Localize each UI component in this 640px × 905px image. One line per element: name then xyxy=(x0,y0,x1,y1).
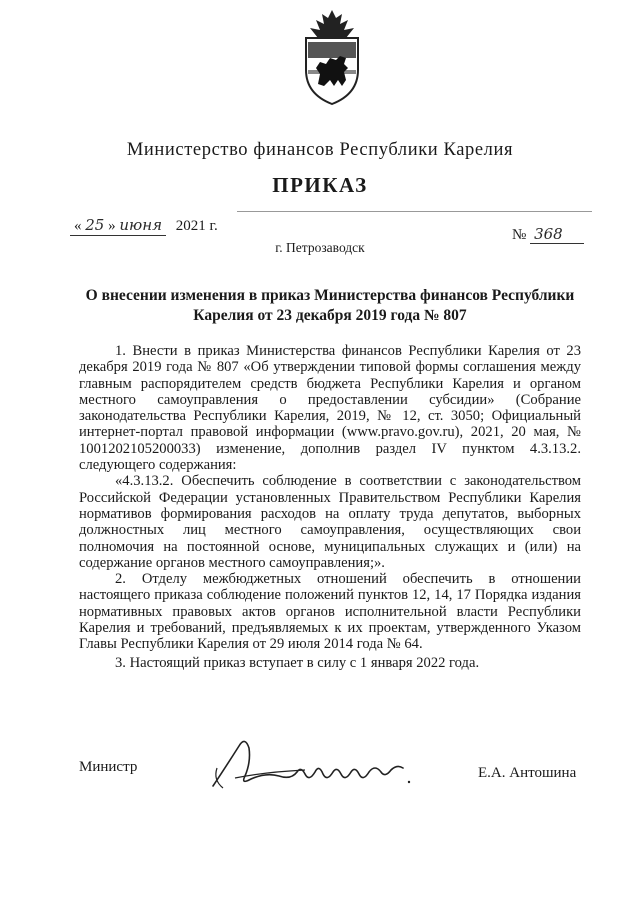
signatory-name: Е.А. Антошина xyxy=(478,765,577,781)
dateline-rule xyxy=(237,211,592,212)
karelia-coat-of-arms-icon xyxy=(296,8,368,108)
date-day-field: « 25 » июня xyxy=(70,216,166,236)
paragraph-2: 2. Отделу межбюджетных отношений обеспечить в отношении настоящего приказа соблюдение положений пунктов 12, 14, 17 Порядка издания нормативных правовых актов органов исполнительной власти Республики Карелия и требований, предъявляемых к их проектам, утвержденного Указом Главы Республики Карелия от 29 июля 2014 года № 64. xyxy=(79,571,581,653)
order-date xyxy=(70,216,218,236)
number-label: № xyxy=(512,227,527,243)
signatory-role: Министр xyxy=(79,759,138,775)
number-handwritten: 368 xyxy=(530,225,584,244)
city-line: г. Петрозаводск xyxy=(275,240,365,255)
document-type-title: ПРИКАЗ xyxy=(272,173,368,197)
date-month-handwritten: июня xyxy=(119,216,163,234)
handwritten-signature xyxy=(205,728,425,798)
paragraph-3: 3. Настоящий приказ вступает в силу с 1 января 2022 года. xyxy=(115,654,480,671)
paragraph-quote: «4.3.13.2. Обеспечить соблюдение в соответствии с законодательством Российской Федерации установленных Правительством Республики Карелия нормативов формирования расходов на оплату труда депутатов, выборных должностных лиц местного самоуправления, осуществляющих свои полномочия на постоянной основе, муниципальных служащих и (или) на содержание органов местного самоуправления;». xyxy=(79,473,581,571)
ministry-name: Министерство финансов Республики Карелия xyxy=(126,140,514,160)
paragraph-1: 1. Внести в приказ Министерства финансов Республики Карелия от 23 декабря 2019 года № 807 «Об утверждении типовой формы соглашения между главным распорядителем средств бюджета Республики Карелия и органом местного самоуправления о предоставлении субсидии» (Собрание законодательства Республики Карелия, 2019, № 12, ст. 3050; Официальный интернет-портал правовой информации (www.pravo.gov.ru), 2021, 20 мая, № 1001202105200033) изменение, дополнив раздел IV пунктом 4.3.13.2. следующего содержания: xyxy=(79,343,581,474)
date-day-handwritten: 25 xyxy=(85,216,105,234)
order-subject: О внесении изменения в приказ Министерства финансов Республики Карелия от 23 декабря 2019 года № 807 xyxy=(85,287,575,324)
date-year: 2021 г. xyxy=(175,218,218,234)
order-body xyxy=(79,343,581,671)
